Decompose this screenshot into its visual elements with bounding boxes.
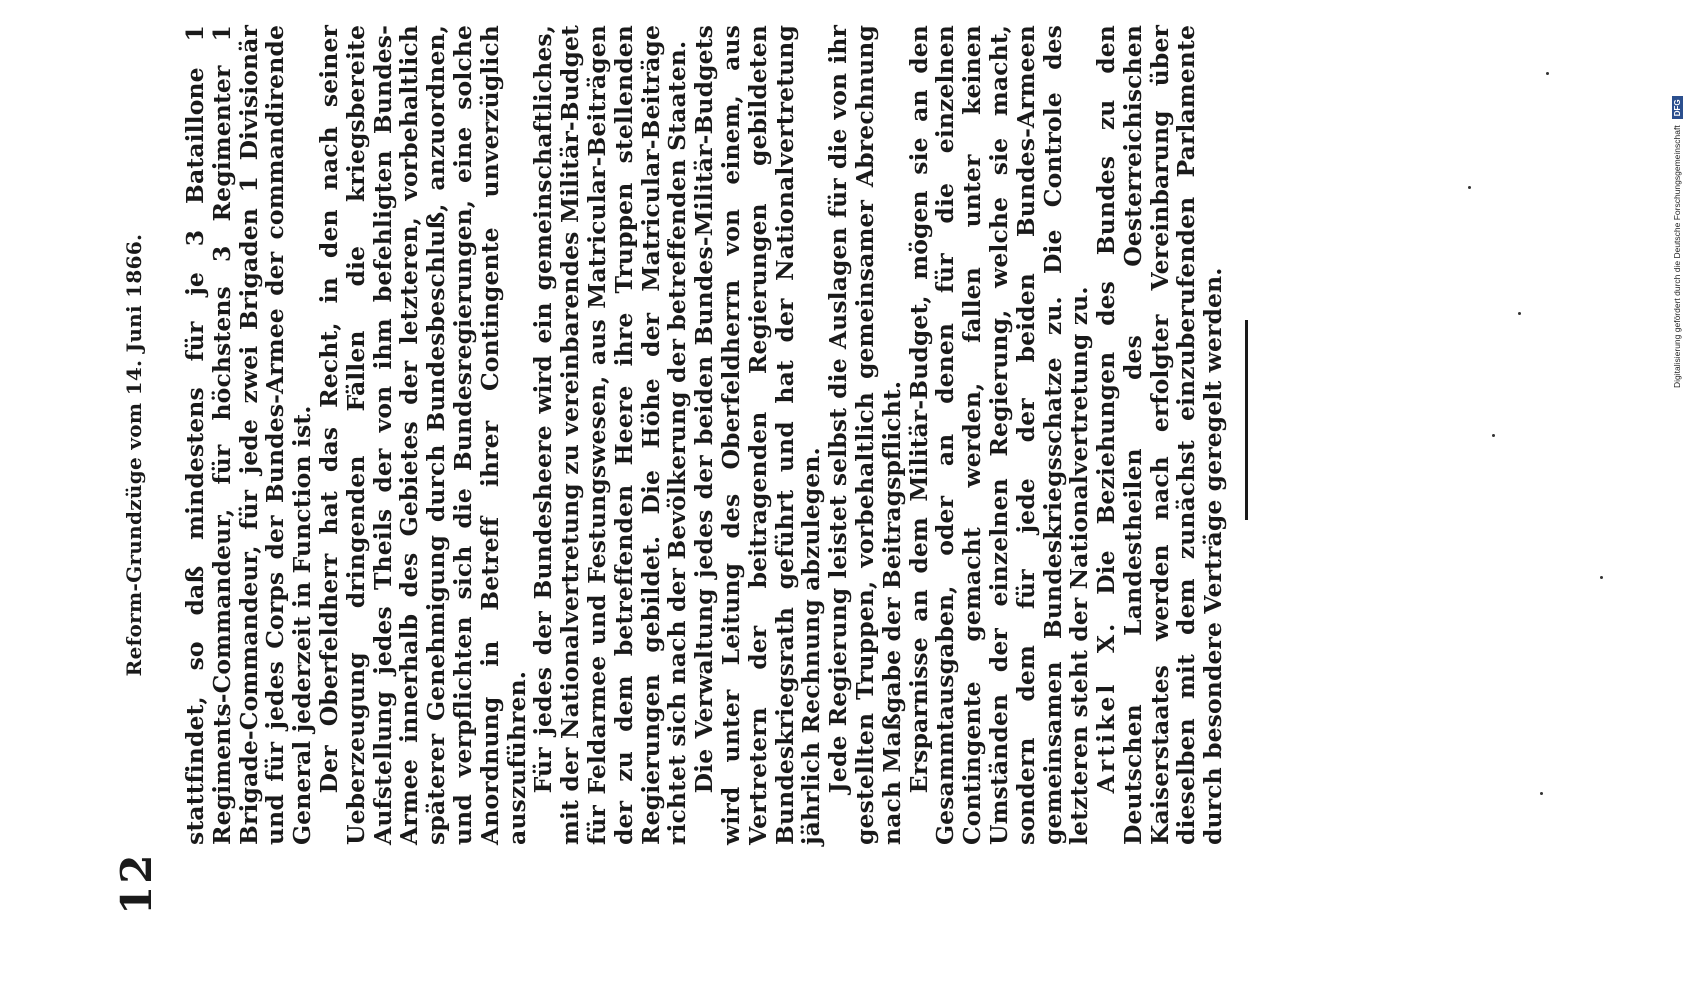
paragraph-savings: Ersparnisse an dem Militär-Budget, mögen sie an den Gesammtausgaben, oder an denen für die einzelnen Contingente gemacht werden, fallen unter keinen Umständen der einzelnen Regierung, welche sie macht, sondern dem für jede der beiden Bundes-Armeen gemeinsamen Bundeskriegsschatze zu. Die Controle des letzteren steht der Nationalvertretung zu. [904, 25, 1094, 845]
rotated-page [110, 25, 1410, 925]
article-x [1093, 25, 1227, 845]
paragraph-budget-administration: Die Verwaltung jedes der beiden Bundes-Militär-Budgets wird unter Leitung des Oberfeldherrn von einem, aus Vertretern der beitragenden Regierungen gebildeten Bundeskriegsrath geführt und hat der Nationalvertretung jährlich Rechnung abzulegen. [690, 25, 826, 845]
paragraph-regiment-commanders: stattfindet, so daß mindestens für je 3 Bataillone 1 Regiments-Commandeur, für höchstens 3 Regimenter 1 Brigade-Commandeur, für jede zwei Brigaden 1 Divisionär und für jedes Corps der Bundes-Armee der commandirende General jederzeit in Function ist. [181, 25, 317, 845]
article-heading: Artikel X. [1092, 620, 1121, 794]
scan-speck [1518, 312, 1521, 315]
scan-speck [1540, 792, 1543, 795]
paragraph-government-expenses: Jede Regierung leistet selbst die Auslagen für die von ihr gestellten Truppen, vorbehaltlich gemeinsamer Abrechnung nach Maßgabe der Beitragspflicht. [824, 25, 906, 845]
section-divider-rule [1245, 320, 1248, 520]
page-number: 12 [112, 852, 161, 915]
scan-speck [1546, 72, 1549, 75]
funding-credit-text: Digitalisierung gefördert durch die Deutsche Forschungsgemeinschaft [1672, 125, 1682, 388]
scan-speck [1468, 186, 1471, 189]
article-text: Die Beziehungen des Bundes zu den Deutschen Landestheilen des Oesterreichischen Kaiserstaates werden nach erfolgter Vereinbarung über dieselben mit dem zunächst einzuberufenden Parlamente durch besondere Verträge geregelt werden. [1092, 25, 1228, 845]
scan-speck [1492, 434, 1495, 437]
paragraph-commander-rights: Der Oberfeldherr hat das Recht, in den nach seiner Ueberzeugung dringenden Fällen die kriegsbereite Aufstellung jedes Theils der von ihm befehligten Bundes-Armee innerhalb des Gebietes der letzteren, vorbehaltlich späterer Genehmigung durch Bundesbeschluß, anzuordnen, und verpflichten sich die Bundesregierungen, eine solche Anordnung in Betreff ihrer Contingente unverzüglich auszuführen. [314, 25, 531, 845]
running-head-title: Reform-Grundzüge vom 14. Juni 1866. [122, 233, 146, 677]
running-head [110, 45, 162, 925]
paragraph-military-budget: Für jedes der Bundesheere wird ein gemeinschaftliches, mit der Nationalvertretung zu vereinbarendes Militär-Budget für Feldarmee und Festungswesen, aus Matricular-Beiträgen der zu dem betreffenden Heere ihre Truppen stellenden Regierungen gebildet. Die Höhe der Matricular-Beiträge richtet sich nach der Bevölkerung der betreffenden Staaten. [529, 25, 692, 845]
dfg-logo: DFG [1672, 96, 1683, 119]
scan-speck [1600, 576, 1603, 579]
funding-credit [1672, 8, 1684, 388]
body-text [182, 25, 1227, 845]
